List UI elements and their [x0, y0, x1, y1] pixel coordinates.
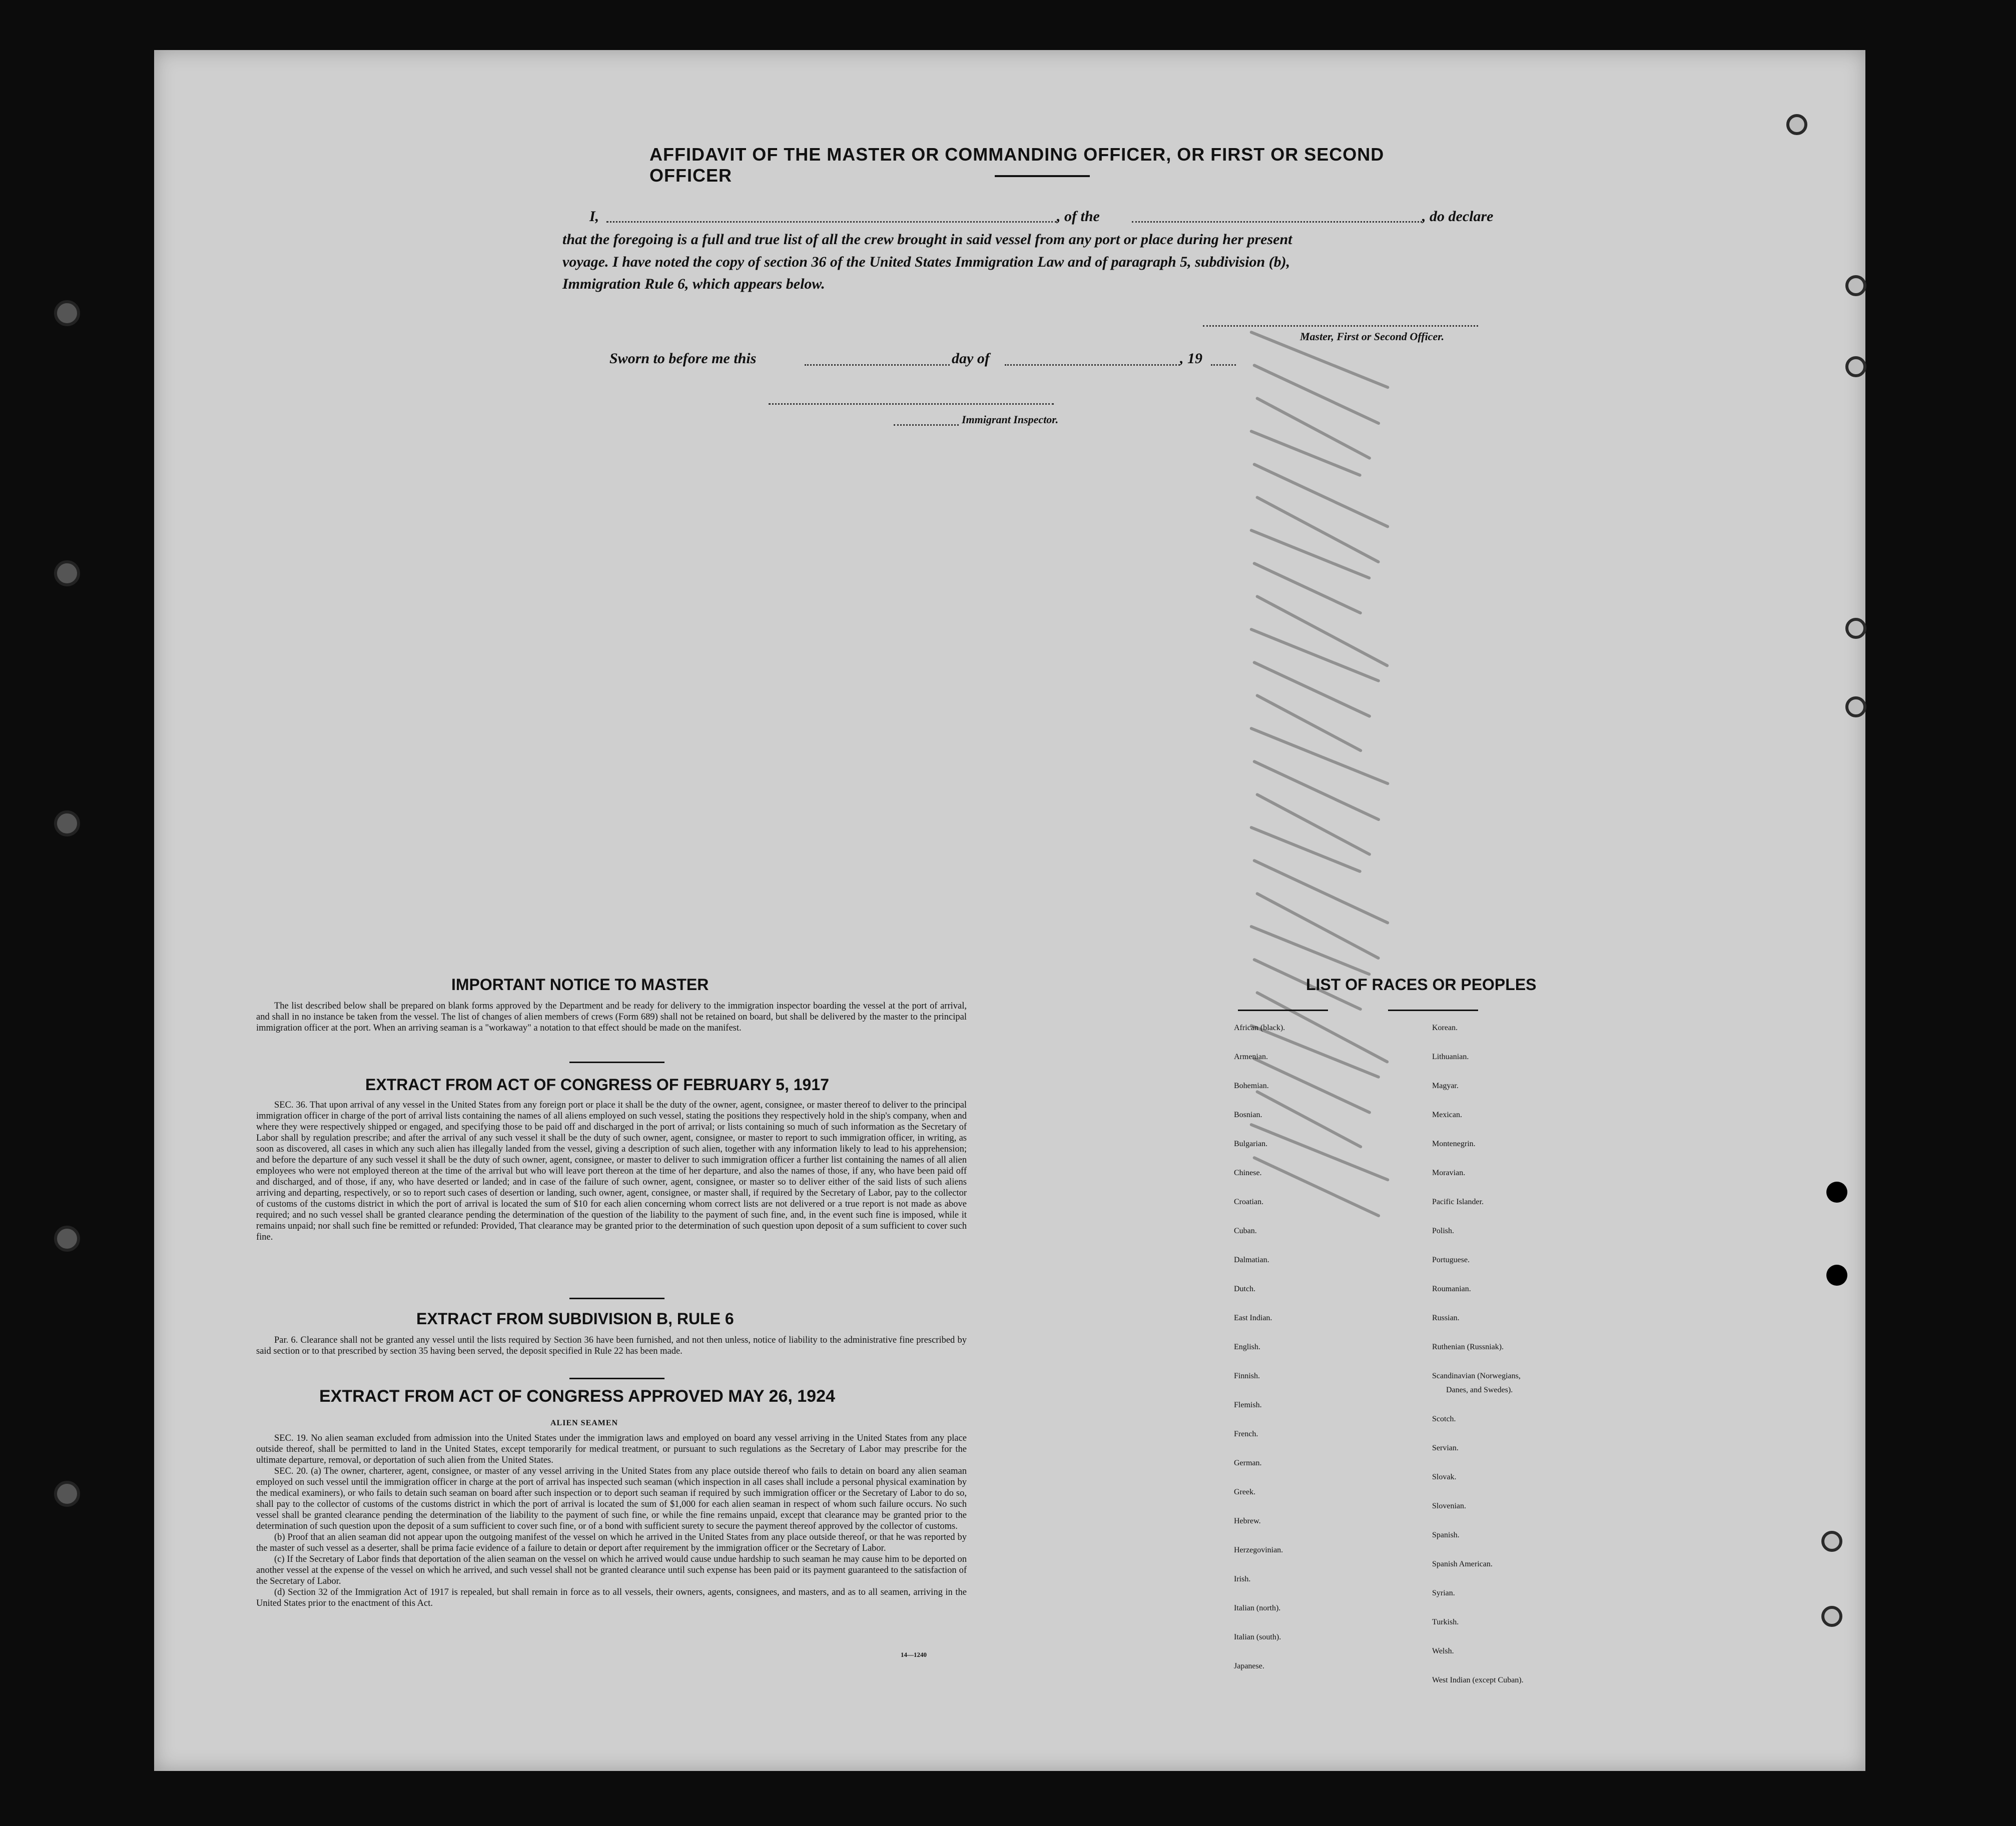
bleed-through-stroke [1249, 1123, 1390, 1182]
sec-20d-paragraph: (d) Section 32 of the Immigration Act of 1917 is repealed, but shall remain in force as to all vessels, their owners, agents, consignees, and masters, and as to all seamen, arriving in the United States prior to the enactment of this Act. [256, 1587, 967, 1608]
extract-1917-divider [569, 1298, 664, 1299]
race-right-item: Scandinavian (Norwegians, [1432, 1372, 1521, 1380]
race-left-item: Irish. [1234, 1575, 1251, 1583]
left-rivet-5 [54, 1481, 80, 1507]
race-left-item: Italian (north). [1234, 1604, 1281, 1612]
rule-6-title: EXTRACT FROM SUBDIVISION B, RULE 6 [416, 1310, 734, 1328]
affidavit-do-declare: , do declare [1422, 208, 1494, 225]
bleed-through-stroke [1252, 363, 1381, 425]
race-left-item: Croatian. [1234, 1198, 1264, 1206]
affiant-name-field[interactable] [606, 221, 1057, 223]
affidavit-line-3: voyage. I have noted the copy of section 36 of the United States Immigration Law and of paragraph 5, subdivision (b), [562, 254, 1290, 270]
race-left-item: Italian (south). [1234, 1633, 1281, 1641]
bleed-through-stroke [1255, 495, 1381, 564]
race-left-item: Cuban. [1234, 1227, 1257, 1235]
vessel-name-field[interactable] [1132, 221, 1422, 223]
race-left-item: German. [1234, 1459, 1262, 1467]
race-left-item: Chinese. [1234, 1169, 1262, 1177]
affidavit-title-rule [995, 175, 1090, 177]
notice-title: IMPORTANT NOTICE TO MASTER [451, 976, 709, 994]
race-left-item: Armenian. [1234, 1053, 1268, 1061]
race-right-item: Roumanian. [1432, 1285, 1471, 1293]
race-left-item: French. [1234, 1430, 1258, 1438]
bleed-through-stroke [1252, 1156, 1381, 1218]
race-right-item: Slovenian. [1432, 1502, 1466, 1510]
notice-paragraph: The list described below shall be prepared on blank forms approved by the Department and be ready for delivery to the immigration inspector boarding the vessel at the port of arrival, and shall in no instance be taken from the vessel. The list of changes of alien members of crews (Form 689) shall not be retained on board, but shall be delivered by the master to the principal immigration officer at the port. When an arriving seaman is a "workaway" a notation to that effect should be made on the manifest. [256, 1001, 967, 1033]
rule-6-divider [569, 1378, 664, 1379]
binder-hole-6 [1821, 1531, 1842, 1552]
punch-hole-1 [1826, 1182, 1847, 1203]
punch-hole-2 [1826, 1265, 1847, 1286]
race-left-item: Finnish. [1234, 1372, 1260, 1380]
race-left-item: Japanese. [1234, 1662, 1264, 1670]
bleed-through-stroke [1249, 925, 1371, 976]
race-right-item: Montenegrin. [1432, 1140, 1476, 1148]
race-left-item: English. [1234, 1343, 1260, 1351]
bleed-through-stroke [1255, 891, 1381, 960]
race-right-item: Servian. [1432, 1444, 1459, 1452]
day-of-label: day of [952, 350, 990, 367]
race-right-item: Syrian. [1432, 1589, 1455, 1597]
race-right-item: Magyar. [1432, 1082, 1459, 1090]
affidavit-title: AFFIDAVIT OF THE MASTER OR COMMANDING OFFICER, OR FIRST OR SECOND OFFICER [649, 144, 1385, 186]
sworn-day-field[interactable] [805, 364, 950, 366]
extract-1917-title: EXTRACT FROM ACT OF CONGRESS OF FEBRUARY 5, 1917 [365, 1076, 829, 1094]
race-left-item: Dalmatian. [1234, 1256, 1269, 1264]
race-left-item: Bulgarian. [1234, 1140, 1268, 1148]
race-right-item: Portuguese. [1432, 1256, 1470, 1264]
race-left-item: Bosnian. [1234, 1111, 1262, 1119]
binder-hole-2 [1845, 275, 1866, 296]
sworn-year-field[interactable] [1211, 364, 1236, 366]
race-right-item: Ruthenian (Russniak). [1432, 1343, 1504, 1351]
par-6-paragraph: Par. 6. Clearance shall not be granted any vessel until the lists required by Section 36 have been furnished, and not then unless, notice of liability to the administrative fine prescribed by said section or to that prescribed by section 35 having been served, the deposit specified in Rule 22 has been made. [256, 1335, 967, 1356]
master-signature-field[interactable] [1203, 325, 1478, 327]
bleed-through-stroke [1255, 1090, 1363, 1149]
race-left-item: Greek. [1234, 1488, 1256, 1496]
binder-hole-7 [1821, 1606, 1842, 1627]
inspector-label: Immigrant Inspector. [962, 413, 1059, 426]
race-right-item: Spanish. [1432, 1531, 1460, 1539]
binder-hole-5 [1845, 696, 1866, 717]
bleed-through-stroke [1252, 462, 1390, 528]
races-title: LIST OF RACES OR PEOPLES [1306, 976, 1537, 994]
year-label: , 19 [1180, 350, 1202, 367]
race-right-item: Spanish American. [1432, 1560, 1493, 1568]
sworn-month-field[interactable] [1005, 364, 1180, 366]
race-right-item: Russian. [1432, 1314, 1460, 1322]
race-left-item: Dutch. [1234, 1285, 1256, 1293]
inspector-signature-field[interactable] [769, 403, 1054, 405]
races-right-rule [1388, 1010, 1478, 1011]
rule-6-body [256, 1335, 967, 1357]
race-right-item: Scotch. [1432, 1415, 1456, 1423]
race-right-item: Korean. [1432, 1024, 1458, 1032]
race-left-item: Bohemian. [1234, 1082, 1269, 1090]
race-left-item: Flemish. [1234, 1401, 1262, 1409]
race-left-item: East Indian. [1234, 1314, 1272, 1322]
bleed-through-stroke [1255, 396, 1372, 460]
bleed-through-stroke [1255, 693, 1363, 752]
left-rivet-4 [54, 1226, 80, 1252]
inspector-prefix-field[interactable] [894, 424, 959, 426]
notice-body [256, 1001, 967, 1034]
binder-hole-3 [1845, 356, 1866, 377]
race-right-item: Turkish. [1432, 1618, 1459, 1626]
race-left-item: African (black). [1234, 1024, 1285, 1032]
extract-1924-title: EXTRACT FROM ACT OF CONGRESS APPROVED MAY 26, 1924 [319, 1387, 835, 1406]
notice-divider [569, 1062, 664, 1063]
sec-20c-paragraph: (c) If the Secretary of Labor finds that deportation of the alien seaman on the vessel on which he arrived would cause undue hardship to such seaman he may cause him to be deported on another vessel at the expense of the vessel on which he arrived, and such vessel shall not be granted clearance until such expense has been paid or its payment guaranteed to the satisfaction of the Secretary of Labor. [256, 1554, 967, 1586]
races-left-rule [1238, 1010, 1328, 1011]
master-signature-label: Master, First or Second Officer. [1300, 330, 1445, 343]
binder-hole-4 [1845, 618, 1866, 639]
bleed-through-stroke [1249, 528, 1371, 580]
form-number: 14—1240 [901, 1651, 927, 1658]
race-right-item: Pacific Islander. [1432, 1198, 1484, 1206]
binder-hole-1 [1786, 114, 1807, 135]
affidavit-line-4: Immigration Rule 6, which appears below. [562, 276, 825, 292]
sec-20a-paragraph: SEC. 20. (a) The owner, charterer, agent, consignee, or master of any vessel arriving in the United States from any place outside thereof who fails to detain on board any alien seaman employed on such vessel until the immigration officer in charge at the port of arrival has inspected such seaman (which inspection in all cases shall include a personal physical examination by the medical examiners), or who fails to detain such seaman on board after such inspection or to deport such seaman if required by such immigration officer or the Secretary of Labor to do so, shall pay to the collector of customs of the customs district in which the port of arrival is located the sum of $1,000 for each alien seaman in respect of whom such failure occurs. No such vessel shall be granted clearance pending the determination of the liability to the payment of such fine, or while the fine remains unpaid, except that clearance may be granted prior to the determination of such question upon the deposit of a sum sufficient to cover such fine, or of a bond with sufficient surety to secure the payment thereof approved by the collector of customs. [256, 1466, 967, 1531]
sec-19-paragraph: SEC. 19. No alien seaman excluded from admission into the United States under the immigration laws and employed on board any vessel arriving in the United States from any place outside thereof, shall be permitted to land in the United States, except temporarily for medical treatment, or pursuant to such regulations as the Secretary of Labor may prescribe for the ultimate departure, removal, or deportation of such alien from the United States. [256, 1433, 967, 1465]
left-rivet-1 [54, 300, 80, 326]
affidavit-line-2: that the foregoing is a full and true list of all the crew brought in said vessel from any port or place during her present [562, 231, 1292, 248]
race-right-item: Polish. [1432, 1227, 1455, 1235]
race-right-item: Slovak. [1432, 1473, 1457, 1481]
affidavit-i-label: I, [589, 208, 599, 225]
left-rivet-2 [54, 560, 80, 586]
bleed-through-stroke [1252, 759, 1381, 821]
sec-20b-paragraph: (b) Proof that an alien seaman did not appear upon the outgoing manifest of the vessel on which he arrived in the United States from any place outside thereof, or that he was reported by the master of such vessel as a deserter, shall be prima facie evidence of a failure to detain or deport after requirement by the immigration officer or the Secretary of Labor. [256, 1532, 967, 1553]
section-36-paragraph: SEC. 36. That upon arrival of any vessel in the United States from any foreign port or place it shall be the duty of the owner, agent, consignee, or master thereof to deliver to the principal immigration officer in charge of the port of arrival lists containing the names of all aliens employed on such vessel, stating the positions they respectively hold in the ship's company, when and where they were respectively shipped or engaged, and specifying those to be paid off and discharged in the port of arrival; or lists containing so much of such information as the Secretary of Labor shall by regulation prescribe; and after the arrival of any such vessel it shall be the duty of such owner, agent, consignee, or master to report to such immigration officer, in writing, as soon as discovered, all cases in which any such alien has illegally landed from the vessel, giving a description of such alien, together with any information likely to lead to his apprehension; and before the departure of any such vessel it shall be the duty of such owner, agent, consignee, or master to deliver to such immigration officer a further list containing the names of all alien employees who were not employed thereon at the time of the arrival but who will leave port thereon at the time of her departure, and also the names of those, if any, who have been paid off and discharged, and of those, if any, who have deserted or landed; and in case of the failure of such owner, agent, consignee, or master so to deliver either of the said lists of such aliens arriving and departing, respectively, or so to report such cases of desertion or landing, such owner, agent, consignee, or master shall, if required by the Secretary of Labor, pay to the collector of customs of the customs district in which the port of arrival is located the sum of $10 for each alien concerning whom correct lists are not delivered or a true report is not made as above required; and no such vessel shall be granted clearance pending the determination of the question of the liability to the payment of such fine, and, in the event such fine is imposed, while it remains unpaid; nor shall such fine be remitted or refunded: Provided, That clearance may be granted prior to the determination of such question upon deposit of a sum sufficient to cover such fine. [256, 1100, 967, 1242]
race-right-item: Welsh. [1432, 1647, 1454, 1655]
bleed-through-stroke [1249, 726, 1390, 785]
sworn-label: Sworn to before me this [609, 350, 757, 367]
race-right-item: Lithuanian. [1432, 1053, 1469, 1061]
affidavit-of-the-label: , of the [1057, 208, 1100, 225]
bleed-through-stroke [1252, 858, 1390, 925]
race-left-item: Hebrew. [1234, 1517, 1261, 1525]
race-left-item: Herzegovinian. [1234, 1546, 1283, 1554]
extract-1924-body [256, 1433, 967, 1609]
left-rivet-3 [54, 810, 80, 836]
alien-seamen-subtitle: ALIEN SEAMEN [550, 1419, 618, 1427]
race-right-item: Danes, and Swedes). [1446, 1386, 1513, 1394]
extract-1917-body [256, 1100, 967, 1243]
bleed-through-stroke [1249, 627, 1381, 682]
race-right-item: Mexican. [1432, 1111, 1462, 1119]
race-right-item: Moravian. [1432, 1169, 1466, 1177]
race-right-item: West Indian (except Cuban). [1432, 1676, 1524, 1684]
bleed-through-stroke [1255, 792, 1372, 856]
